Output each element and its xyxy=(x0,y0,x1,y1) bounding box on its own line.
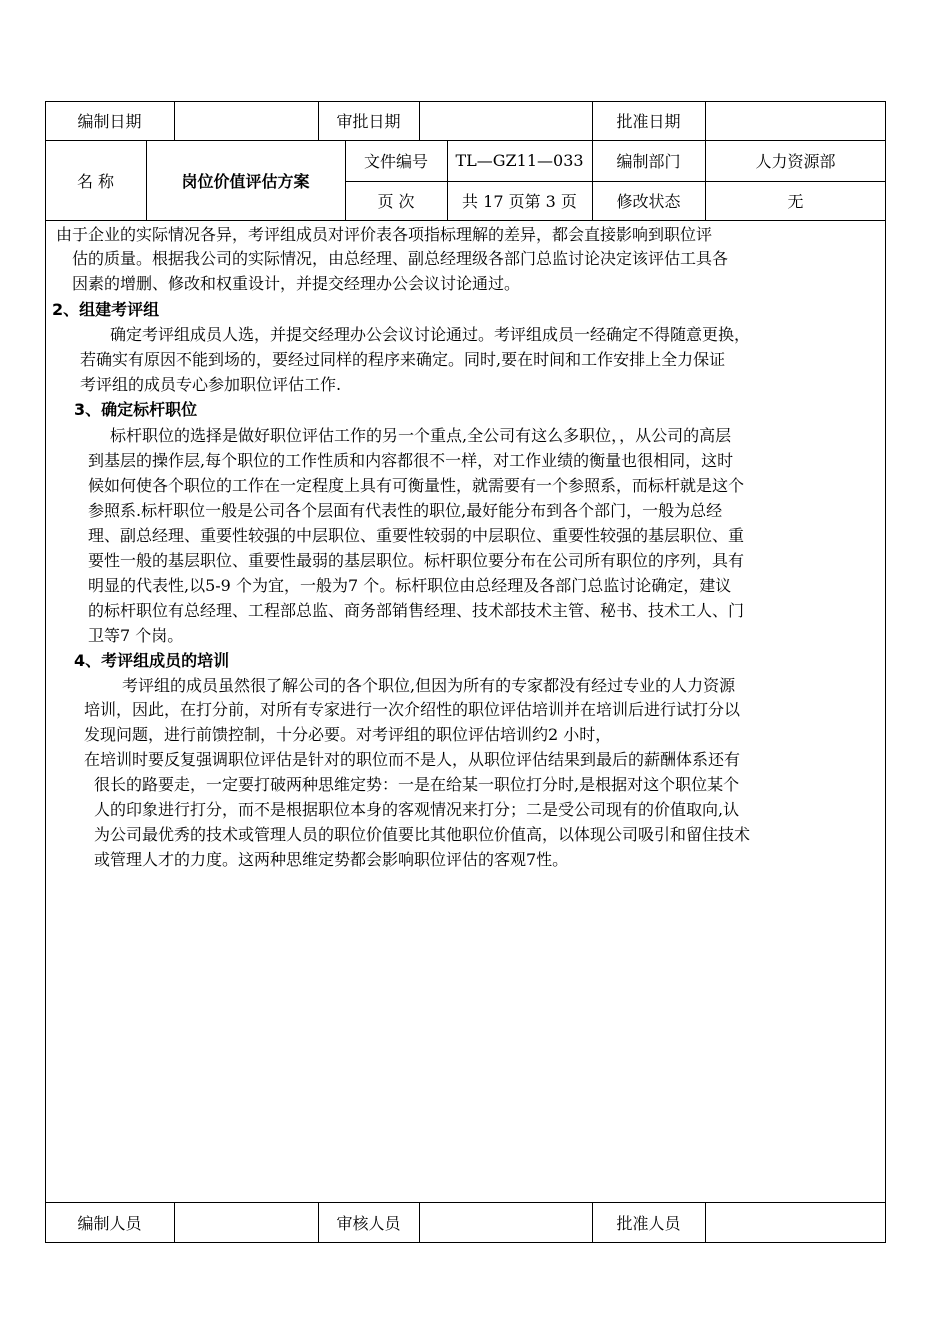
body-line: 估的质量。根据我公司的实际情况，由总经理、副总经理级各部门总监讨论决定该评估工具各 xyxy=(72,249,729,268)
body-line: 考评组的成员专心参加职位评估工作. xyxy=(80,375,342,394)
body-line: 理、副总经理、重要性较强的中层职位、重要性较弱的中层职位、重要性较强的基层职位、重 xyxy=(88,526,745,545)
reviewer-value[interactable] xyxy=(419,1202,592,1243)
compile-date-value[interactable] xyxy=(174,101,318,140)
body-line: 为公司最优秀的技术或管理人员的职位价值要比其他职位价值高，以体现公司吸引和留住技术 xyxy=(94,825,751,844)
body-line: 候如何使各个职位的工作在一定程度上具有可衡量性，就需要有一个参照系，而标杆就是这个 xyxy=(88,476,745,495)
section-heading: 4、考评组成员的培训 xyxy=(74,651,230,670)
approver-label: 批准人员 xyxy=(616,1214,681,1233)
doc-no-value: TL—GZ11—033 xyxy=(455,151,584,170)
body-line: 若确实有原因不能到场的，要经过同样的程序来确定。同时,要在时间和工作安排上全力保证 xyxy=(80,350,726,369)
approve-date-value[interactable] xyxy=(705,101,886,140)
page-label: 页 次 xyxy=(377,192,415,211)
compiler-label: 编制人员 xyxy=(77,1214,142,1233)
page-value: 共 17 页第 3 页 xyxy=(462,192,577,211)
body-line: 因素的增删、修改和权重设计，并提交经理办公会议讨论通过。 xyxy=(72,274,521,293)
body-line: 标杆职位的选择是做好职位评估工作的另一个重点,全公司有这么多职位，，从公司的高层 xyxy=(110,426,732,445)
document-title: 岗位价值评估方案 xyxy=(181,171,310,191)
compiler-value[interactable] xyxy=(174,1202,318,1243)
review-date-value[interactable] xyxy=(419,101,592,140)
approve-date-label: 批准日期 xyxy=(616,112,681,131)
body-line: 或管理人才的力度。这两种思维定势都会影响职位评估的客观7性。 xyxy=(94,850,569,869)
body-line: 要性一般的基层职位、重要性最弱的基层职位。标杆职位要分布在公司所有职位的序列，具有 xyxy=(88,551,745,570)
body-line: 考评组的成员虽然很了解公司的各个职位,但因为所有的专家都没有经过专业的人力资源 xyxy=(122,676,736,695)
body-line: 的标杆职位有总经理、工程部总监、商务部销售经理、技术部技术主管、秘书、技术工人、门 xyxy=(88,601,745,620)
body-line: 人的印象进行打分，而不是根据职位本身的客观情况来打分；二是受公司现有的价值取向,认 xyxy=(94,800,740,819)
body-line: 由于企业的实际情况各异，考评组成员对评价表各项指标理解的差异，都会直接影响到职位评 xyxy=(56,225,713,244)
revision-value: 无 xyxy=(787,192,804,211)
header-divider-3 xyxy=(45,220,886,221)
approver-value[interactable] xyxy=(705,1202,886,1243)
dept-label: 编制部门 xyxy=(616,152,681,171)
body-line: 明显的代表性,以5-9 个为宜，一般为7 个。标杆职位由总经理及各部门总监讨论确定，建议 xyxy=(88,576,732,595)
compile-date-label: 编制日期 xyxy=(77,112,142,131)
body-line: 确定考评组成员人选，并提交经理办公会议讨论通过。考评组成员一经确定不得随意更换， xyxy=(110,325,751,344)
section-heading: 2、组建考评组 xyxy=(52,300,160,319)
body-line: 到基层的操作层,每个职位的工作性质和内容都很不一样，对工作业绩的衡量也很相同，这时 xyxy=(88,451,734,470)
body-line: 培训，因此，在打分前，对所有专家进行一次介绍性的职位评估培训并在培训后进行试打分以 xyxy=(84,700,741,719)
body-line: 卫等7 个岗。 xyxy=(88,626,184,645)
doc-no-label: 文件编号 xyxy=(363,152,428,171)
name-label: 名 称 xyxy=(76,171,115,191)
body-line: 发现问题，进行前馈控制，十分必要。对考评组的职位评估培训约2 小时， xyxy=(84,725,612,744)
reviewer-label: 审核人员 xyxy=(336,1214,401,1233)
body-line: 很长的路要走，一定要打破两种思维定势：一是在给某一职位打分时,是根据对这个职位某个 xyxy=(94,775,740,794)
dept-value: 人力资源部 xyxy=(755,152,836,171)
review-date-label: 审批日期 xyxy=(336,112,401,131)
body-line: 在培训时要反复强调职位评估是针对的职位而不是人，从职位评估结果到最后的薪酬体系还有 xyxy=(84,750,741,769)
revision-label: 修改状态 xyxy=(616,192,681,211)
body-line: 参照系.标杆职位一般是公司各个层面有代表性的职位,最好能分布到各个部门，一般为总经 xyxy=(88,501,723,520)
section-heading: 3、确定标杆职位 xyxy=(74,400,198,419)
